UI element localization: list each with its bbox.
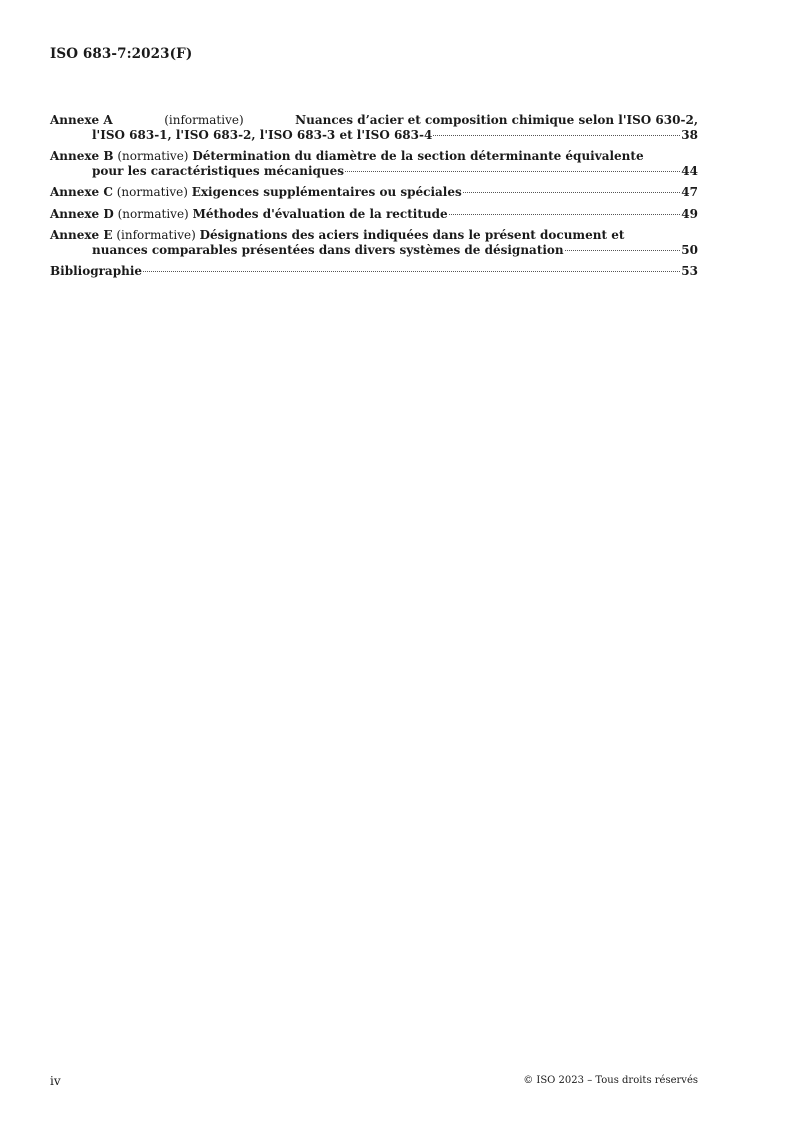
annex-label: Annexe D: [50, 206, 114, 221]
annex-title-continued: nuances comparables présentées dans divers systèmes de désignation: [92, 242, 564, 257]
footer-page-number: iv: [50, 1074, 61, 1088]
bibliography-title: Bibliographie: [50, 264, 143, 278]
annex-status: (normative): [117, 206, 189, 221]
annex-status: (normative): [117, 149, 189, 163]
page-number: 49: [681, 206, 698, 221]
annex-title-continued: l'ISO 683-1, l'ISO 683-2, l'ISO 683-3 et l'ISO 683-4: [92, 127, 433, 142]
leader-dots: [449, 214, 681, 215]
page-number: 44: [681, 163, 698, 178]
page-number: 50: [681, 242, 698, 257]
annex-label: Annexe B: [50, 149, 114, 163]
annex-label: Annexe C: [50, 185, 113, 199]
leader-dots: [345, 171, 680, 172]
table-of-contents: [50, 113, 698, 286]
document-id: ISO 683-7:2023(F): [50, 46, 193, 62]
annex-title: Méthodes d'évaluation de la rectitude: [192, 206, 448, 221]
toc-entry-annex-a[interactable]: [50, 113, 698, 142]
annex-title: Détermination du diamètre de la section déterminante équivalente: [192, 149, 644, 163]
annex-label: Annexe A: [50, 113, 113, 127]
page-number: 38: [681, 127, 698, 142]
leader-dots: [565, 250, 681, 251]
page-number: 53: [681, 264, 698, 278]
toc-entry-annex-e[interactable]: [50, 228, 698, 257]
toc-entry-bibliography[interactable]: [50, 264, 698, 279]
annex-status: (normative): [116, 185, 188, 199]
annex-title-continued: pour les caractéristiques mécaniques: [92, 163, 345, 178]
page-number: 47: [681, 185, 698, 199]
leader-dots: [143, 271, 680, 272]
annex-title: Nuances d’acier et composition chimique selon l'ISO 630-2,: [295, 113, 698, 127]
toc-entry-annex-b[interactable]: [50, 149, 698, 178]
toc-entry-annex-c[interactable]: [50, 185, 698, 200]
annex-status: (informative): [164, 113, 244, 127]
annex-status: (informative): [116, 228, 196, 242]
annex-title: Désignations des aciers indiquées dans le présent document et: [199, 228, 625, 242]
annex-label: Annexe E: [50, 228, 113, 242]
leader-dots: [463, 192, 681, 193]
leader-dots: [433, 135, 680, 136]
footer-copyright: © ISO 2023 – Tous droits réservés: [523, 1075, 698, 1086]
annex-title: Exigences supplémentaires ou spéciales: [191, 185, 462, 199]
toc-entry-annex-d[interactable]: [50, 207, 698, 222]
